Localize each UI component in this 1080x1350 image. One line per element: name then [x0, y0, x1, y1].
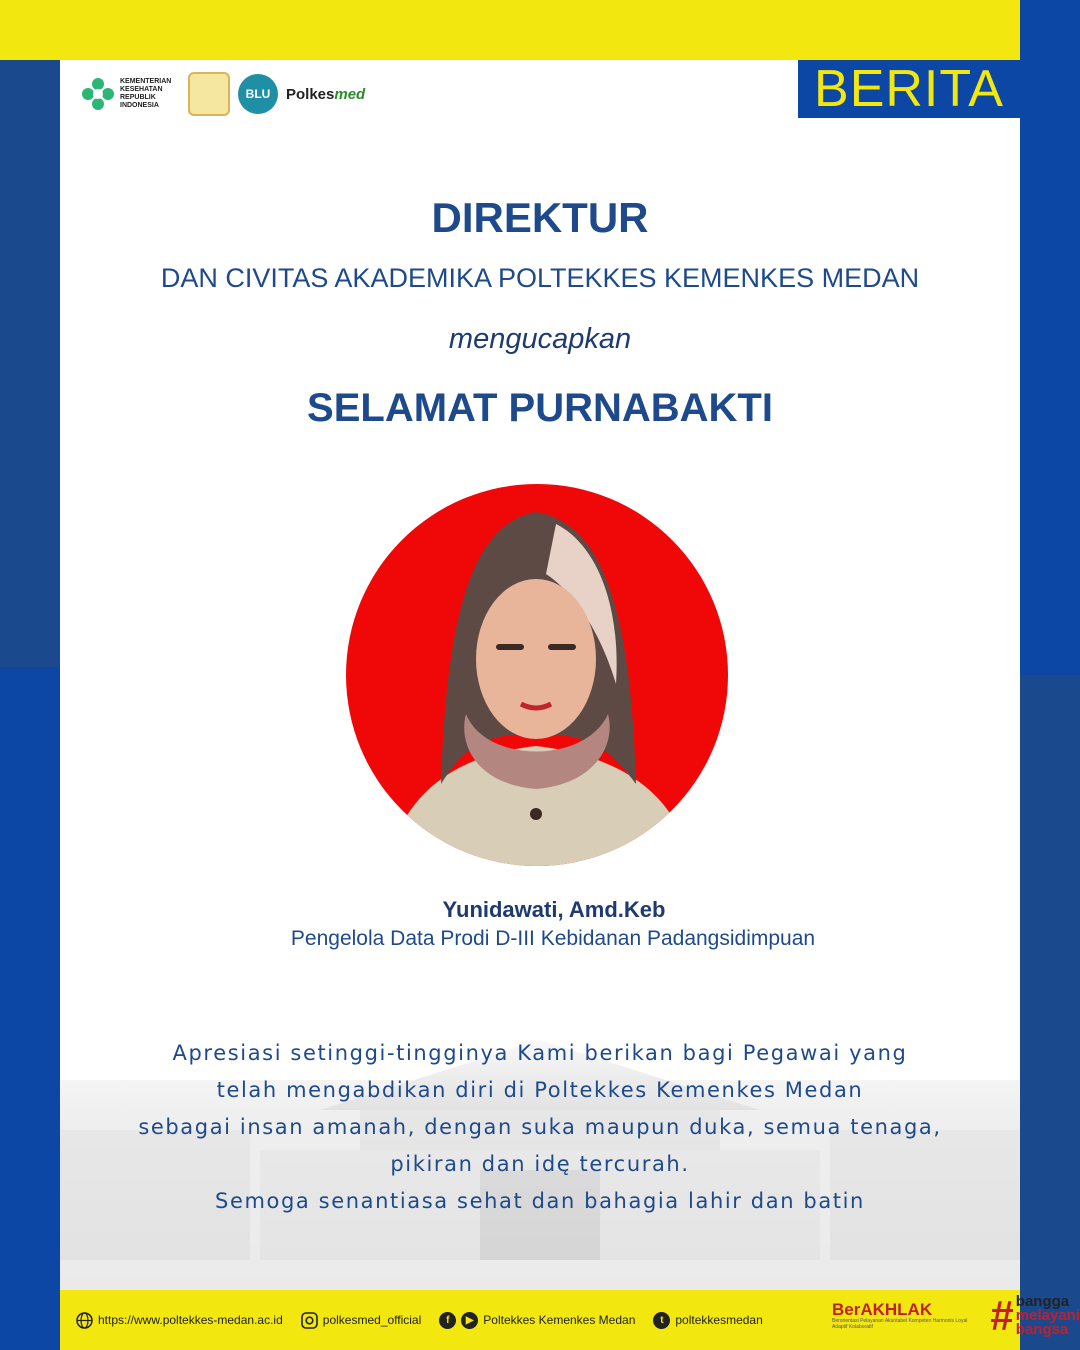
message-line: Semoga senantiasa sehat dan bahagia lahir dan batin	[215, 1189, 865, 1213]
facebook-youtube-name: Poltekkes Kemenkes Medan	[483, 1313, 636, 1327]
berakhlak-logo: BerAKHLAK Berorientasi Pelayanan Akuntabel Kompeten Harmonis Loyal Adaptif Kolaboratif	[832, 1300, 968, 1330]
kemenkes-logo	[80, 76, 180, 112]
left-blue-band	[0, 667, 60, 1350]
facebook-icon: f	[439, 1312, 456, 1329]
page-title: DIREKTUR	[431, 194, 649, 241]
right-navy-band	[1020, 675, 1080, 1350]
footer-instagram[interactable]	[301, 1312, 422, 1329]
polkesmed-logo: Polkes med	[286, 85, 366, 103]
poltekkes-seal-logo	[188, 72, 230, 116]
intro-text: mengucapkan	[448, 323, 632, 355]
twitter-icon: t	[653, 1312, 670, 1329]
message-line: telah mengabdikan diri di Poltekkes Kemenkes Medan	[216, 1078, 864, 1102]
kemenkes-cross-icon	[80, 76, 116, 112]
instagram-handle: polkesmed_official	[322, 1313, 422, 1327]
message-line: pikiran dan idę tercurah.	[390, 1152, 690, 1176]
twitter-handle: poltekkesmedan	[675, 1313, 763, 1327]
blu-logo: BLU	[238, 74, 278, 114]
top-yellow-band	[0, 0, 1020, 60]
hashtag-icon: #	[990, 1292, 1014, 1339]
instagram-icon	[301, 1312, 318, 1329]
portrait-illustration	[346, 484, 728, 866]
retiree-portrait	[346, 484, 728, 866]
retiree-name: Yunidawati, Amd.Keb	[442, 897, 666, 922]
message-line: Apresiasi setinggi-tingginya Kami berikan bagi Pegawai yang	[172, 1041, 908, 1065]
footer-twitter[interactable]	[653, 1312, 762, 1329]
logo-strip	[80, 72, 365, 116]
left-navy-band	[0, 60, 60, 667]
page-subtitle: DAN CIVITAS AKADEMIKA POLTEKKES KEMENKES MEDAN	[160, 263, 920, 293]
berita-badge: BERITA	[798, 60, 1020, 118]
message-line: sebagai insan amanah, dengan suka maupun duka, semua tenaga,	[138, 1115, 942, 1139]
footer-facebook-youtube[interactable]	[439, 1312, 635, 1329]
youtube-icon: ▶	[461, 1312, 478, 1329]
globe-icon	[76, 1312, 93, 1329]
footer-website[interactable]	[76, 1312, 283, 1329]
right-blue-band	[1020, 0, 1080, 675]
footer-badges	[832, 1292, 1080, 1339]
headline: SELAMAT PURNABAKTI	[307, 386, 773, 430]
kemenkes-logo-text: KEMENTERIAN KESEHATAN REPUBLIK INDONESIA	[120, 78, 172, 109]
website-url: https://www.poltekkes-medan.ac.id	[98, 1313, 283, 1327]
retiree-role: Pengelola Data Prodi D-III Kebidanan Padangsidimpuan	[290, 927, 816, 950]
bangga-melayani-bangsa-logo: # bangga melayani bangsa	[990, 1292, 1080, 1339]
appreciation-message	[60, 1035, 1020, 1220]
